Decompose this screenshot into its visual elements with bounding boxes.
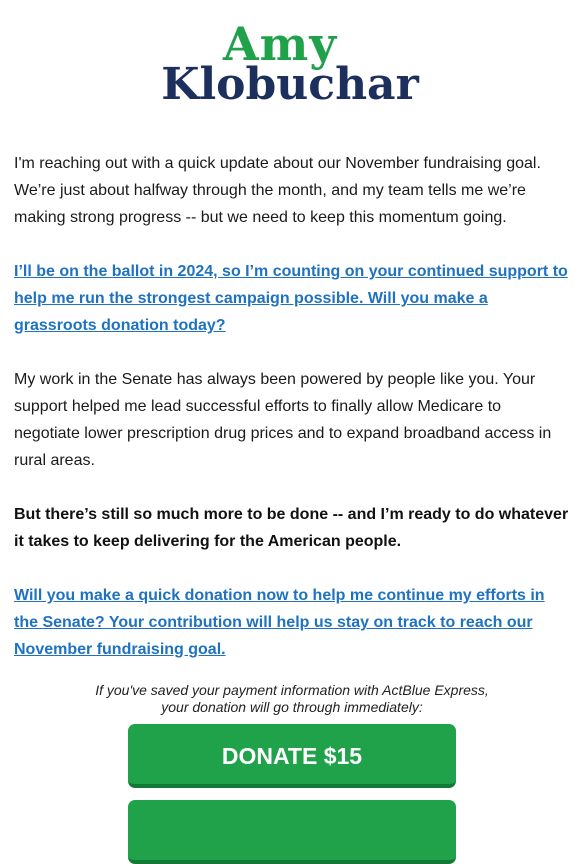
email-body: [14, 150, 570, 864]
senate-work-paragraph: My work in the Senate has always been powered by people like you. Your support helped me lead successful efforts to finally allow Medicare to negotiate lower prescription drug prices and to expand broadband access in rural areas.: [14, 371, 552, 469]
logo-first-name: Amy: [222, 17, 338, 71]
donate-button-2[interactable]: [128, 800, 456, 864]
actblue-note-line-2: your donation will go through immediately:: [161, 699, 423, 715]
ballot-appeal-link[interactable]: I’ll be on the ballot in 2024, so I’m counting on your continued support to help me run the strongest campaign possible. Will you make a grassroots donation today?: [14, 263, 568, 334]
donation-appeal-link[interactable]: Will you make a quick donation now to help me continue my efforts in the Senate? Your contribution will help us stay on track to reach our November fundraising goal.: [14, 587, 545, 658]
ballot-appeal-paragraph: [14, 258, 570, 339]
intro-paragraph: I'm reaching out with a quick update about our November fundraising goal. We’re just about halfway through the month, and my team tells me we’re making strong progress -- but we need to keep this momentum going.: [14, 155, 541, 226]
more-to-do-paragraph: But there’s still so much more to be done -- and I’m ready to do whatever it takes to keep delivering for the American people.: [14, 506, 569, 550]
actblue-express-note: [14, 682, 570, 716]
campaign-logo: [0, 17, 580, 110]
donation-appeal-paragraph: [14, 582, 570, 663]
logo-last-name: Klobuchar: [161, 59, 419, 110]
actblue-note-line-1: If you've saved your payment information with ActBlue Express,: [95, 682, 489, 698]
donate-15-button[interactable]: DONATE $15: [128, 724, 456, 788]
